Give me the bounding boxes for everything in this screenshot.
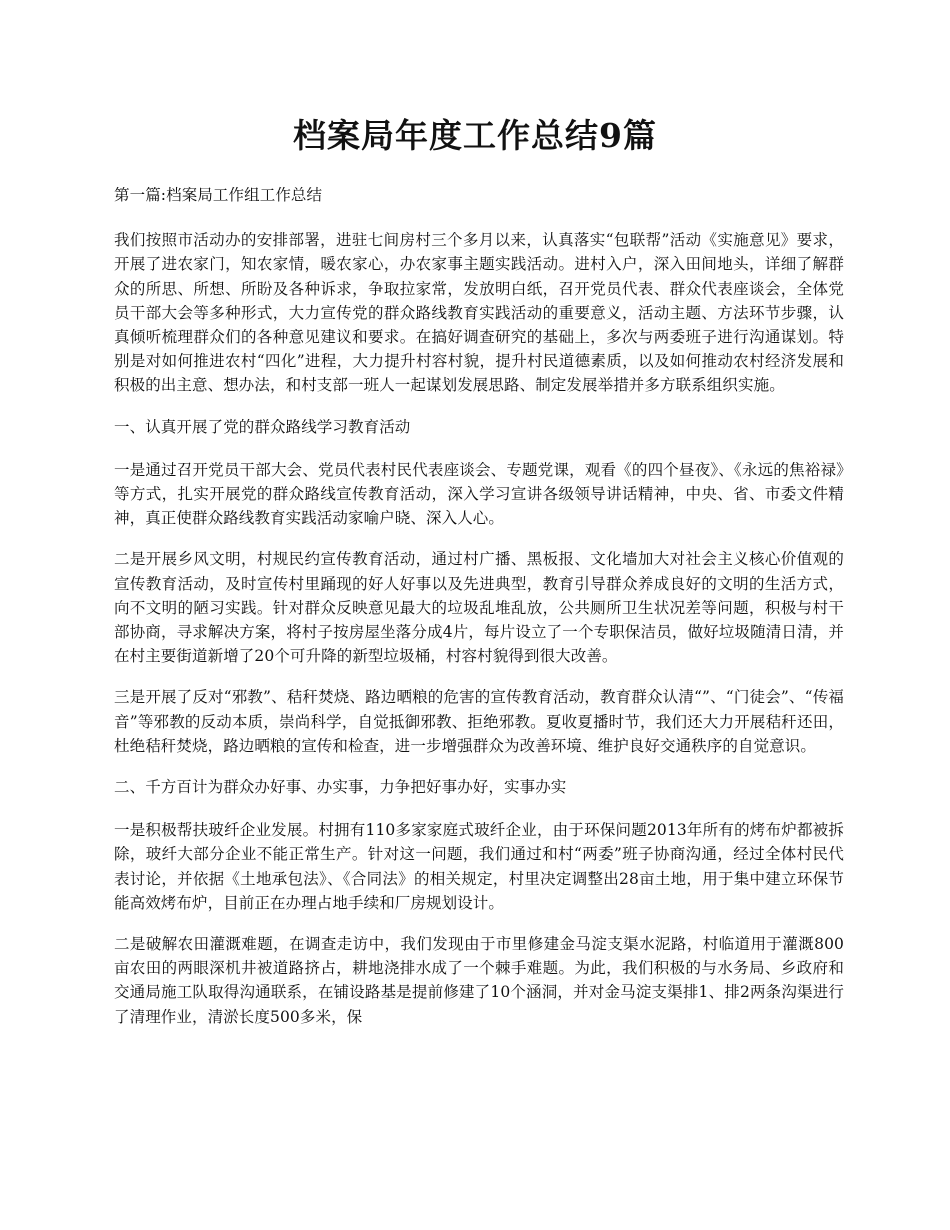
document-body [114,183,844,1046]
paragraph-2-2: 二是破解农田灌溉难题，在调查走访中，我们发现由于市里修建金马淀支渠水泥路，村临道用于灌溉800亩农田的两眼深机井被道路挤占，耕地浇排水成了一个棘手难题。为此，我们积极的与水务局、乡政府和交通局施工队取得沟通联系，在铺设路基是提前修建了10个涵洞，并对金马淀支渠排1、排2两条沟渠进行了清理作业，清淤长度500多米，保 [114,935,844,1026]
paragraph-2-1: 一是积极帮扶玻纤企业发展。村拥有110多家家庭式玻纤企业，由于环保问题2013年所有的烤布炉都被拆除，玻纤大部分企业不能正常生产。针对这一问题，我们通过和村“两委”班子协商沟通，经过全体村民代表讨论，并依据《土地承包法》、《合同法》的相关规定，村里决定调整出28亩土地，用于集中建立环保节能高效烤布炉，目前正在办理占地手续和厂房规划设计。 [114,821,844,912]
document-title: 档案局年度工作总结9篇 [293,116,657,155]
paragraph-1-1: 一是通过召开党员干部大会、党员代表村民代表座谈会、专题党课，观看《的四个昼夜》、《永远的焦裕禄》等方式，扎实开展党的群众路线宣传教育活动，深入学习宣讲各级领导讲话精神，中央、省、市委文件精神，真正使群众路线教育实践活动家喻户晓、深入人心。 [114,460,844,528]
chapter-heading: 第一篇:档案局工作组工作总结 [114,186,323,204]
paragraph-intro: 我们按照市活动办的安排部署，进驻七间房村三个多月以来，认真落实“包联帮”活动《实施意见》要求，开展了进农家门，知农家情，暖农家心，办农家事主题实践活动。进村入户，深入田间地头，详细了解群众的所思、所想、所盼及各种诉求，争取拉家常，发放明白纸，召开党员代表、群众代表座谈会，全体党员干部大会等多种形式，大力宣传党的群众路线教育实践活动的重要意义，活动主题、方法环节步骤，认真倾听梳理群众们的各种意见建议和要求。在搞好调查研究的基础上，多次与两委班子进行沟通谋划。特别是对如何推进农村“四化”进程，大力提升村容村貌，提升村民道德素质，以及如何推动农村经济发展和积极的出主意、想办法，和村支部一班人一起谋划发展思路、制定发展举措并多方联系组织实施。 [114,231,844,395]
paragraph-1-3: 三是开展了反对“邪教”、秸秆焚烧、路边晒粮的危害的宣传教育活动，教育群众认清“”、“门徒会”、“传福音”等邪教的反动本质，崇尚科学，自觉抵御邪教、拒绝邪教。夏收夏播时节，我们还大力开展秸秆还田，杜绝秸秆焚烧，路边晒粮的宣传和检查，进一步增强群众为改善环境、维护良好交通秩序的自觉意识。 [114,688,844,755]
section-heading-1: 一、认真开展了党的群众路线学习教育活动 [114,417,411,436]
paragraph-1-2: 二是开展乡风文明，村规民约宣传教育活动，通过村广播、黑板报、文化墙加大对社会主义核心价值观的宣传教育活动，及时宣传村里踊现的好人好事以及先进典型，教育引导群众养成良好的文明的生活方式，向不文明的陋习实践。针对群众反映意见最大的垃圾乱堆乱放，公共厕所卫生状况差等问题，积极与村干部协商，寻求解决方案，将村子按房屋坐落分成4片，每片设立了一个专职保洁员，做好垃圾随清日清，并在村主要街道新增了20个可升降的新型垃圾桶，村容村貌得到很大改善。 [114,550,844,666]
section-heading-2: 二、千方百计为群众办好事、办实事，力争把好事办好，实事办实 [114,778,567,797]
